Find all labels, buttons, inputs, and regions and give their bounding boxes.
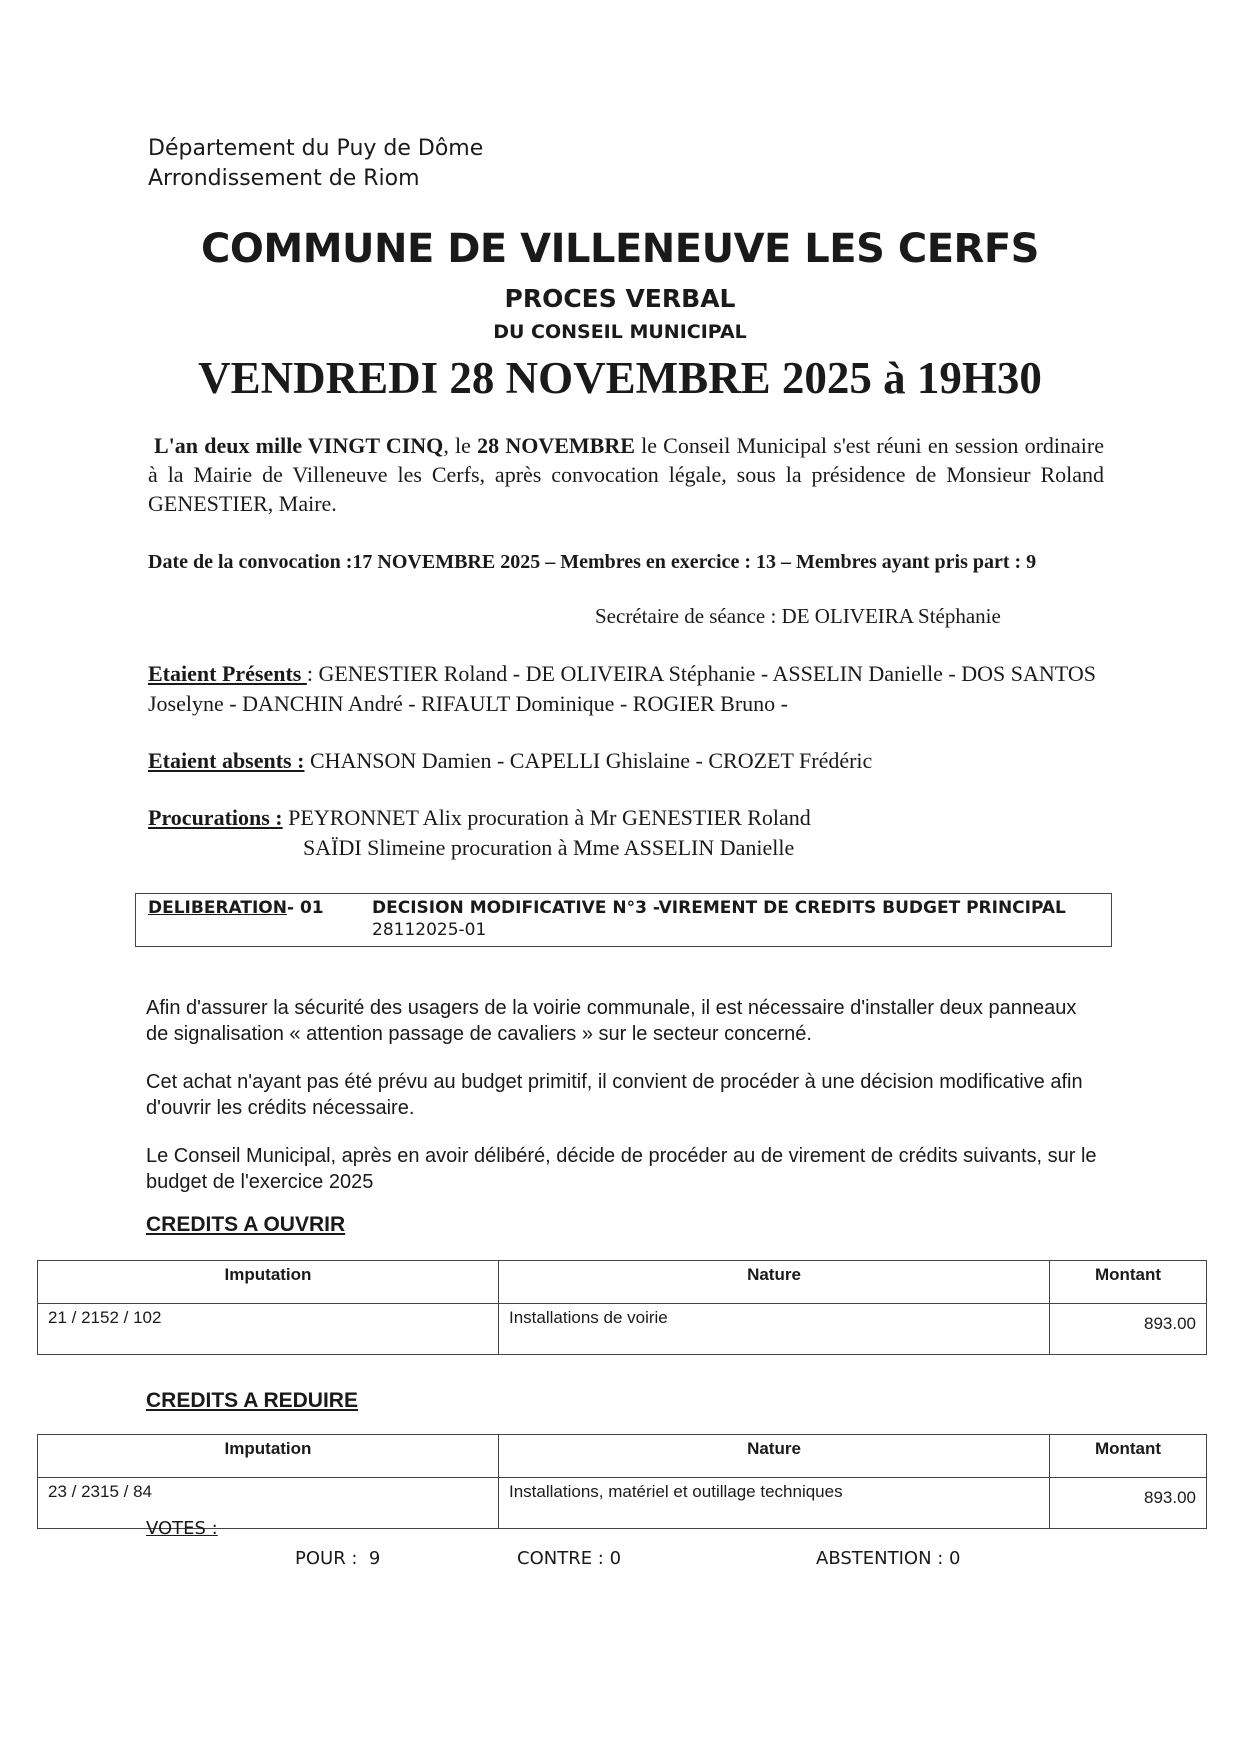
proxy-1	[148, 805, 811, 831]
doc-type: PROCES VERBAL	[504, 284, 736, 313]
cell-montant: 893.00	[1050, 1478, 1207, 1529]
header-nature: Nature	[499, 1435, 1050, 1478]
present-members	[148, 659, 1108, 719]
intro-text: , le	[443, 433, 478, 458]
absent-members	[148, 748, 872, 774]
body-paragraph-1: Afin d'assurer la sécurité des usagers de la voirie communale, il est nécessaire d'installer deux panneaux de signalisation « attention passage de cavaliers » sur le secteur concerné.	[146, 997, 1077, 1045]
credits-open-table	[37, 1260, 1207, 1355]
intro-text: le Conseil Municipal s'est réuni en session ordinaire à la Mairie de Villeneuve les Cerfs, après convocation légale, sous la présidence de Monsieur Roland GENESTIER, Maire.	[148, 433, 1104, 516]
header-montant: Montant	[1050, 1261, 1207, 1304]
intro-year: L'an deux mille VINGT CINQ	[154, 433, 444, 458]
commune-title: COMMUNE DE VILLENEUVE LES CERFS	[201, 226, 1039, 272]
doc-subtype: DU CONSEIL MUNICIPAL	[493, 321, 747, 343]
intro-paragraph	[148, 431, 1104, 518]
body-paragraph-3: Le Conseil Municipal, après en avoir délibéré, décide de procéder au de virement de crédits suivants, sur le budget de l'exercice 2025	[146, 1145, 1097, 1193]
deliberation-box	[135, 893, 1112, 947]
credits-open-title: CREDITS A OUVRIR	[146, 1213, 346, 1236]
meeting-date-title: VENDREDI 28 NOVEMBRE 2025 à 19H30	[198, 353, 1042, 403]
table-row	[38, 1304, 1207, 1355]
votes-abstention: ABSTENTION : 0	[816, 1548, 961, 1569]
arrondissement: Arrondissement de Riom	[148, 166, 420, 191]
credits-reduce-table	[37, 1434, 1207, 1529]
present-label: Etaient Présents	[148, 661, 307, 686]
deliberation-number	[148, 898, 324, 918]
deliberation-ref: 28112025-01	[372, 920, 487, 940]
table-header-row	[38, 1261, 1207, 1304]
intro-date: 28 NOVEMBRE	[477, 433, 635, 458]
table-header-row	[38, 1435, 1207, 1478]
header-nature: Nature	[499, 1261, 1050, 1304]
header-imputation: Imputation	[38, 1435, 499, 1478]
credits-reduce-title: CREDITS A REDUIRE	[146, 1389, 358, 1412]
proxy-text: PEYRONNET Alix procuration à Mr GENESTIER Roland	[282, 805, 811, 830]
deliberation-num: - 01	[286, 898, 324, 918]
header-montant: Montant	[1050, 1435, 1207, 1478]
secretary: Secrétaire de séance : DE OLIVEIRA Stéphanie	[595, 604, 1001, 628]
cell-nature: Installations de voirie	[499, 1304, 1050, 1355]
deliberation-title: DECISION MODIFICATIVE N°3 -VIREMENT DE CREDITS BUDGET PRINCIPAL	[372, 898, 1066, 918]
votes-contre: CONTRE : 0	[517, 1548, 622, 1569]
votes-pour: POUR : 9	[295, 1548, 381, 1569]
cell-nature: Installations, matériel et outillage techniques	[499, 1478, 1050, 1529]
body-paragraph-2: Cet achat n'ayant pas été prévu au budget primitif, il convient de procéder à une décision modificative afin d'ouvrir les crédits nécessaire.	[146, 1071, 1083, 1119]
header-imputation: Imputation	[38, 1261, 499, 1304]
proxy-label: Procurations :	[148, 805, 283, 830]
deliberation-label: DELIBERATION	[148, 898, 287, 918]
department: Département du Puy de Dôme	[148, 136, 484, 161]
absent-label: Etaient absents :	[148, 748, 305, 773]
cell-imputation: 21 / 2152 / 102	[38, 1304, 499, 1355]
absent-list: CHANSON Damien - CAPELLI Ghislaine - CROZET Frédéric	[304, 748, 873, 773]
proxy-2: SAÏDI Slimeine procuration à Mme ASSELIN Danielle	[303, 835, 795, 860]
cell-montant: 893.00	[1050, 1304, 1207, 1355]
votes-label: VOTES :	[146, 1518, 218, 1539]
present-list: : GENESTIER Roland - DE OLIVEIRA Stéphanie - ASSELIN Danielle - DOS SANTOS Joselyne - DANCHIN André - RIFAULT Dominique - ROGIER Bruno -	[148, 661, 1096, 716]
convocation-line: Date de la convocation :17 NOVEMBRE 2025 – Membres en exercice : 13 – Membres ayant pris part : 9	[148, 551, 1037, 573]
cell-imputation: 23 / 2315 / 84	[38, 1478, 499, 1529]
